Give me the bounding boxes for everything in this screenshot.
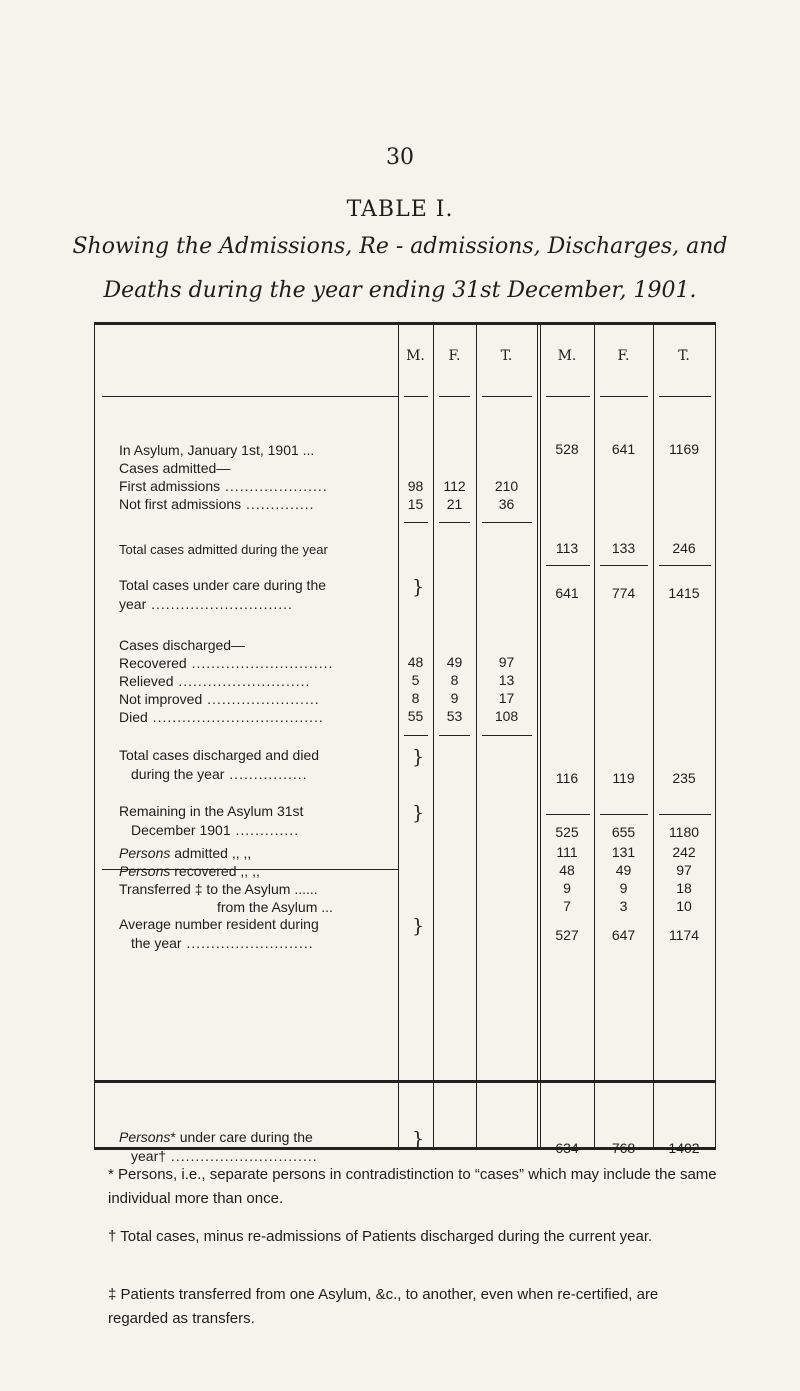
persons-recovered-t: 97: [676, 862, 692, 878]
header-t-left: T.: [500, 348, 513, 364]
row-transferred-from: from the Asylum ...: [217, 899, 333, 915]
remaining-t: 1180: [668, 824, 700, 840]
page-number: 30: [386, 145, 414, 170]
total-discharged-m: 116: [555, 770, 579, 786]
brace-total-under-care: }: [412, 576, 425, 598]
in-asylum-f: 641: [611, 441, 636, 457]
row-total-discharged-2: during the year ................: [119, 765, 404, 784]
statistics-table: [94, 322, 716, 1164]
average-f: 647: [611, 927, 636, 943]
persons-under-care-mark: *: [170, 1129, 176, 1145]
row-cases-admitted: Cases admitted—: [119, 460, 231, 476]
in-asylum-t: 1169: [668, 441, 700, 457]
recovered-label: Recovered: [119, 655, 187, 671]
died-f: 53: [446, 708, 463, 724]
not-improved-t: 17: [498, 690, 515, 706]
column-divider-4: [537, 322, 538, 1150]
total-under-care-f: 774: [611, 585, 636, 601]
total-admitted-f: 133: [611, 540, 636, 556]
died-m: 55: [407, 708, 424, 724]
total-discharged-t: 235: [672, 770, 696, 786]
transferred-to-t: 18: [676, 880, 692, 896]
average-t: 1174: [668, 927, 700, 943]
row-persons-under-care-2: year† ..............................: [119, 1147, 404, 1166]
relieved-m: 5: [411, 672, 420, 688]
header-rule-f2: [600, 396, 648, 397]
persons-admitted-rest: admitted ,, ,,: [174, 845, 252, 861]
table-title: TABLE I.: [346, 197, 454, 222]
header-m-right: M.: [557, 348, 577, 364]
total-under-care-m: 641: [555, 585, 579, 601]
header-rule-m2: [546, 396, 590, 397]
row-remaining-2: December 1901 .............: [119, 821, 404, 840]
not-improved-f: 9: [450, 690, 459, 706]
rule-remaining-m: [546, 814, 590, 815]
header-t-right: T.: [678, 348, 690, 364]
row-transferred-to: Transferred ‡ to the Asylum ......: [119, 881, 318, 897]
footnote-total-cases: † Total cases, minus re-admissions of Patients discharged during the current year.: [108, 1228, 653, 1245]
row-average-2: the year ..........................: [119, 934, 404, 953]
total-discharged-label-2: during the year: [131, 766, 225, 782]
not-improved-m: 8: [411, 690, 420, 706]
column-divider-2: [433, 322, 434, 1150]
persons-section-rule: [94, 1080, 716, 1083]
column-divider-3: [476, 322, 477, 1150]
right-border: [715, 322, 716, 1150]
left-border: [94, 322, 95, 1150]
in-asylum-m: 528: [555, 441, 579, 457]
rule-remaining-f: [600, 814, 648, 815]
persons-recovered-rest: recovered ,, ,,: [174, 863, 260, 879]
rule-admissions-m: [404, 522, 428, 523]
relieved-label: Relieved: [119, 673, 174, 689]
persons-admitted-italic: Persons: [119, 845, 171, 861]
footnote-transfers: ‡ Patients transferred from one Asylum, &c., to another, even when re-certified, are regarded as transfers.: [108, 1286, 659, 1327]
row-relieved: Relieved ...........................: [119, 673, 311, 689]
transferred-from-f: 3: [619, 898, 628, 914]
not-first-admissions-f: 21: [446, 496, 463, 512]
recovered-f: 49: [446, 654, 463, 670]
recovered-m: 48: [407, 654, 424, 670]
row-recovered: Recovered .............................: [119, 655, 334, 671]
remaining-f: 655: [611, 824, 636, 840]
died-label: Died: [119, 709, 148, 725]
header-rule-label: [102, 396, 398, 397]
header-rule-f: [439, 396, 470, 397]
row-not-improved: Not improved .......................: [119, 691, 320, 707]
persons-admitted-f: 131: [611, 844, 636, 860]
total-admitted-m: 113: [555, 540, 579, 556]
persons-recovered-f: 49: [615, 862, 632, 878]
footnote-persons: * Persons, i.e., separate persons in contradistinction to “cases” which may include the same individual more than once.: [108, 1166, 717, 1207]
died-t: 108: [494, 708, 519, 724]
header-rule-m: [404, 396, 428, 397]
first-admissions-t: 210: [494, 478, 519, 494]
relieved-t: 13: [498, 672, 515, 688]
header-m-left: M.: [406, 348, 425, 364]
total-discharged-f: 119: [612, 770, 635, 786]
table-subtitle-line-1: Showing the Admissions, Re - admissions, Discharges, and: [72, 234, 728, 259]
persons-under-care-t: 1402: [668, 1140, 700, 1156]
rule-total-admitted-t: [659, 565, 711, 566]
remaining-label-2: December 1901: [131, 822, 231, 838]
not-first-admissions-t: 36: [498, 496, 515, 512]
rule-discharged-m: [404, 735, 428, 736]
row-total-under-care: Total cases under care during the: [119, 577, 327, 593]
persons-under-care-italic: Persons: [119, 1129, 171, 1145]
brace-persons-under-care: }: [412, 1128, 425, 1150]
header-f-right: F.: [617, 348, 630, 364]
first-admissions-m: 98: [407, 478, 424, 494]
rule-total-admitted-f: [600, 565, 648, 566]
rule-discharged-f: [439, 735, 470, 736]
row-not-first-admissions: Not first admissions ..............: [119, 496, 315, 512]
persons-recovered-italic: Persons: [119, 863, 171, 879]
not-first-admissions-label: Not first admissions: [119, 496, 242, 512]
persons-recovered-m: 48: [559, 862, 575, 878]
header-rule-t: [482, 396, 532, 397]
row-total-admitted: Total cases admitted during the year: [119, 542, 328, 557]
persons-under-care-m: 634: [555, 1140, 579, 1156]
persons-admitted-m: 111: [556, 844, 578, 860]
persons-under-care-rest: under care during the: [179, 1129, 313, 1145]
transferred-to-f: 9: [619, 880, 628, 896]
row-died: Died ...................................: [119, 709, 324, 725]
persons-under-care-f: 768: [611, 1140, 636, 1156]
row-total-discharged: Total cases discharged and died: [119, 747, 320, 763]
brace-remaining: }: [412, 802, 425, 824]
average-label-2: the year: [131, 935, 182, 951]
persons-under-care-label-2: year†: [131, 1148, 167, 1164]
rule-total-admitted-m: [546, 565, 590, 566]
top-rule: [94, 322, 716, 325]
header-rule-t2: [659, 396, 711, 397]
header-f-left: F.: [448, 348, 461, 364]
transferred-to-m: 9: [563, 880, 571, 896]
row-persons-under-care: [119, 1128, 404, 1147]
first-admissions-f: 112: [443, 478, 466, 494]
total-under-care-label-2: year: [119, 596, 147, 612]
transferred-from-t: 10: [676, 898, 692, 914]
rule-remaining-t: [659, 814, 711, 815]
persons-admitted-t: 242: [672, 844, 696, 860]
total-under-care-t: 1415: [668, 585, 700, 601]
table-subtitle-line-2: Deaths during the year ending 31st December, 1901.: [103, 278, 697, 303]
not-first-admissions-m: 15: [407, 496, 424, 512]
rule-admissions-f: [439, 522, 470, 523]
recovered-t: 97: [498, 654, 515, 670]
first-admissions-label: First admissions: [119, 478, 221, 494]
not-improved-label: Not improved: [119, 691, 203, 707]
row-in-asylum: In Asylum, January 1st, 1901 ...: [119, 442, 315, 458]
rule-admissions-t: [482, 522, 532, 523]
rule-discharged-t: [482, 735, 532, 736]
row-persons-admitted: [119, 844, 404, 863]
remaining-m: 525: [555, 824, 579, 840]
row-total-under-care-2: year .............................: [119, 596, 293, 612]
total-admitted-t: 246: [672, 540, 696, 556]
row-cases-discharged: Cases discharged—: [119, 637, 246, 653]
row-average: Average number resident during: [119, 916, 319, 932]
brace-average: }: [412, 915, 425, 937]
row-first-admissions: First admissions .....................: [119, 478, 328, 494]
row-persons-recovered: [119, 862, 404, 881]
row-remaining: Remaining in the Asylum 31st: [119, 803, 304, 819]
transferred-from-m: 7: [563, 898, 571, 914]
average-m: 527: [555, 927, 579, 943]
relieved-f: 8: [450, 672, 459, 688]
brace-total-discharged: }: [412, 746, 425, 768]
